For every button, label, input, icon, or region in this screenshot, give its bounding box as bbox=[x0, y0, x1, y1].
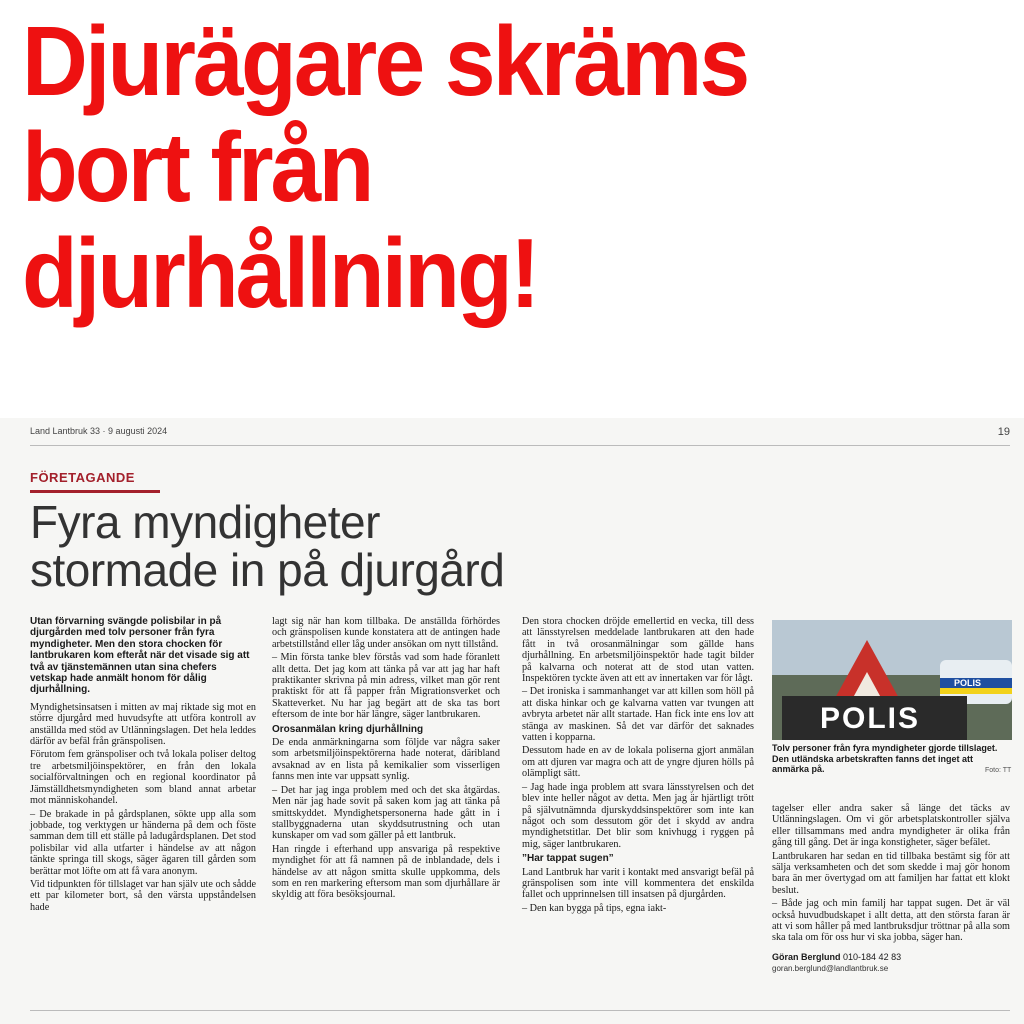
paragraph: Förutom fem gränspoliser och två lokala poliser deltog tre arbetsmiljöinspektörer, en från den lokala socialförvaltningen och en regional koordinator på Jämställdhetsmyndigheten som bland annat arbetar mot människohandel. bbox=[30, 749, 256, 807]
paragraph: Vid tidpunkten för tillslaget var han själv ute och sådde ett par kilometer bort, så den värsta uppståndelsen hade bbox=[30, 878, 256, 913]
police-sign-photo bbox=[772, 620, 1012, 740]
top-rule bbox=[30, 445, 1010, 446]
sign-police-text: POLIS bbox=[820, 702, 921, 735]
paragraph: – Min första tanke blev förstås vad som hade föranlett allt detta. Det jag kom att tänka på var att jag har haft praktikanter skrivna på min adress, vilket man gör rent praktiskt för att få papper från Migrationsverket och Skatteverket. Nu har jag begärt att de ska tas bort eftersom de inte bor här längre, säger lantbrukaren. bbox=[272, 652, 500, 721]
article-lede: Utan förvarning svängde polisbilar in på djurgården med tolv personer från fyra myndigheter. Men den stora chocken för lantbrukaren kom efteråt när det visade sig att två av tjänstemännen utan sina chefers vetskap hade anmält honom för dålig djurhållning. bbox=[30, 616, 250, 696]
paragraph: – Det ironiska i sammanhanget var att killen som höll på att diska hinkar och ge kalvarna vatten var tvungen att avbryta arbetet när allt startade. Han fick inte ens lov att stänga av maskinen. Så det var därför det saknades vatten i kopparna. bbox=[522, 686, 754, 744]
article-title-line-2: stormade in på djurgård bbox=[30, 544, 505, 596]
main-headline bbox=[22, 8, 943, 326]
column-3 bbox=[522, 616, 754, 916]
section-label: FÖRETAGANDE bbox=[30, 470, 135, 485]
article-title bbox=[30, 498, 930, 594]
paragraph: Dessutom hade en av de lokala poliserna gjort anmälan om att djuren var magra och att de yngre djuren hölls på olämpligt sätt. bbox=[522, 745, 754, 780]
photo-caption: Tolv personer från fyra myndigheter gjorde tillslaget. Den utländska arbetskraften fanns det inget att anmärka på. bbox=[772, 743, 998, 774]
paragraph: Han ringde i efterhand upp ansvariga på respektive myndighet för att få namnen på de inblandade, dels i händelse av att någon smitta skulle uppkomma, dels som en ren markering eftersom man som djurhållare är skyldig att föra besöksjournal. bbox=[272, 843, 500, 901]
paragraph: Lantbrukaren har sedan en tid tillbaka bestämt sig för att sälja verksamheten och det som skedde i maj gör honom bara än mer övertygad om att familjen har fattat ett klokt beslut. bbox=[772, 850, 1010, 896]
bottom-rule bbox=[30, 1010, 1010, 1011]
column-4 bbox=[772, 803, 1010, 975]
paragraph: – Jag hade inga problem att svara länsstyrelsen och det blev inte heller något av detta. Men jag är hjärtligt trött på självutnämnda djurskyddsinspektörer som inte kan något och som dessutom gör det i skydd av andra myndighetstitlar. Det blir som knivhugg i ryggen på mig, säger lantbrukaren. bbox=[522, 781, 754, 850]
subheading: Orosanmälan kring djurhållning bbox=[272, 723, 424, 735]
paragraph: Land Lantbruk har varit i kontakt med ansvarigt befäl på gränspolisen som inte vill kommentera det enskilda fallet och upprinnelsen till insatsen på djurgården. bbox=[522, 866, 754, 901]
headline-line-1: Djurägare skräms bbox=[22, 6, 748, 116]
section-rule bbox=[30, 490, 160, 493]
paragraph: – De brakade in på gårdsplanen, sökte upp alla som jobbade, tog verktygen ur händerna på dem och föste samman dem till ett ställe på ladugårdsplanen. Det stod polisbilar vid alla utfarter i händelse av att någon tänkte springa till skogs, säger ägaren till gården som berättar mot löfte om att få vara anonym. bbox=[30, 808, 256, 877]
paragraph: Myndighetsinsatsen i mitten av maj riktade sig mot en större djurgård med huvudsyfte att utföra kontroll av anställda med stöd av Utlänningslagen. Det hela leddes därför av befäl från gränspolisen. bbox=[30, 701, 256, 748]
paragraph: tagelser eller andra saker så länge det täcks av Utlänningslagen. Om vi gör arbetsplatskontroller själva eller tillsammans med andra myndigheter är olika från gång till gång. Det är inga konstigheter, säger befälet. bbox=[772, 803, 1010, 849]
newspaper-clipping bbox=[0, 418, 1024, 1024]
byline-phone: 010-184 42 83 bbox=[843, 951, 902, 962]
photo-credit: Foto: TT bbox=[985, 767, 1012, 774]
headline-line-2: bort från bbox=[22, 112, 372, 222]
byline-email: goran.berglund@landlantbruk.se bbox=[772, 964, 889, 974]
subheading: ”Har tappat sugen” bbox=[522, 853, 614, 865]
folio-publication: Land Lantbruk 33 · 9 augusti 2024 bbox=[30, 426, 168, 436]
paragraph: – Den kan bygga på tips, egna iakt- bbox=[522, 902, 667, 914]
paragraph: lagt sig när han kom tillbaka. De anställda förhördes och gränspolisen kunde konstatera att de antingen hade arbetstillstånd eller låg under ansökan om nytt tillstånd. bbox=[272, 616, 500, 650]
paragraph: Den stora chocken dröjde emellertid en vecka, till dess att länsstyrelsen meddelade lantbrukaren att den hade fått in två orosanmälningar som gällde hans djurhållning. En arbetsmiljöinspektör hade tagit bilder på kalvarna och noterat att de stod utan vatten. Inspektören tyckte även att ett av innertaken var för lågt. bbox=[522, 616, 754, 685]
police-sign-illustration bbox=[772, 620, 1012, 740]
page-number: 19 bbox=[997, 426, 1010, 438]
car-police-text: POLIS bbox=[954, 678, 982, 688]
paragraph: De enda anmärkningarna som följde var några saker som arbetsmiljöinspektörerna hade noterat, däribland avsaknad av en lista på kemikalier som visserligen fanns men inte var uppsatt synlig. bbox=[272, 737, 500, 783]
column-2 bbox=[272, 616, 500, 903]
headline-line-3: djurhållning! bbox=[22, 218, 538, 328]
article-title-line-1: Fyra myndigheter bbox=[30, 496, 380, 548]
byline-name: Göran Berglund bbox=[772, 951, 841, 962]
paragraph: – Det har jag inga problem med och det ska åtgärdas. Men när jag hade sovit på saken kom jag att tänka på smittskyddet. Myndighetspersonerna hade gått in i stallbyggnaderna utan skyddsutrustning och utan kunskaper om vad som gäller på ett lantbruk. bbox=[272, 784, 500, 842]
paragraph: – Både jag och min familj har tappat sugen. Det är väl också huvudbudskapet i allt detta, att den största faran är att vi som håller på med lantbruksdjur tröttnar på alla som ska tala om för oss hur vi ska jobba, säger han. bbox=[772, 898, 1010, 944]
byline bbox=[772, 952, 1010, 963]
column-1 bbox=[30, 616, 256, 915]
